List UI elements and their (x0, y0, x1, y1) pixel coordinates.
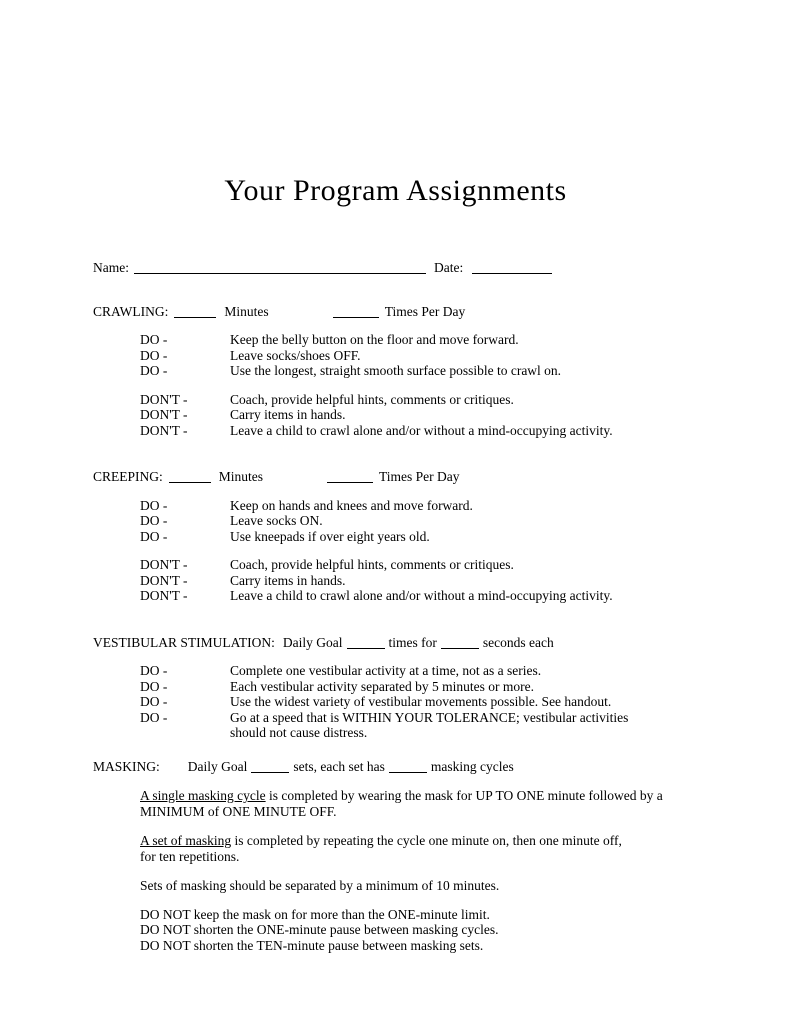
do-label: DO - (140, 347, 168, 363)
do-text-line-2: should not cause distress. (230, 725, 368, 740)
creeping-times-label: Times Per Day (379, 469, 460, 484)
masking-sets-note: Sets of masking should be separated by a minimum of 10 minutes. (140, 878, 500, 893)
masking-cycle-underlined-term: A single masking cycle (140, 788, 266, 803)
date-label: Date: (434, 260, 464, 275)
do-text: Keep on hands and knees and move forward. (230, 497, 473, 513)
do-text: Use kneepads if over eight years old. (230, 528, 430, 544)
name-label: Name: (93, 260, 129, 275)
vestibular-header (93, 635, 736, 651)
section-vestibular-stimulation (93, 635, 736, 741)
dont-label: DON'T - (140, 422, 188, 438)
do-text: Leave socks ON. (230, 513, 323, 528)
do-label: DO - (140, 694, 168, 709)
dont-item (93, 392, 736, 408)
crawling-do-block (93, 332, 736, 379)
dont-item (93, 407, 736, 423)
masking-cycle-rest: is completed by wearing the mask for UP TO ONE minute followed by a (265, 788, 663, 803)
dont-text: Leave a child to crawl alone and/or without a mind-occupying activity. (230, 422, 613, 438)
do-label: DO - (140, 332, 168, 347)
masking-set-rest: is completed by repeating the cycle one minute on, then one minute off, (231, 833, 622, 848)
dont-item (93, 423, 736, 439)
dont-item (93, 557, 736, 573)
dont-text: Carry items in hands. (230, 407, 346, 422)
masking-cycles-blank-line (389, 761, 427, 773)
name-blank-line (134, 262, 426, 274)
crawling-minutes-label: Minutes (224, 303, 269, 319)
section-crawling (93, 304, 736, 439)
creeping-heading: CREEPING: (93, 469, 163, 484)
do-item (93, 363, 736, 379)
crawling-header (93, 304, 736, 320)
date-blank-line (472, 262, 552, 274)
masking-set-paragraph (140, 833, 701, 864)
dont-label: DON'T - (140, 572, 188, 588)
do-item (93, 679, 736, 695)
masking-goal-mid: sets, each set has (293, 758, 385, 774)
name-date-row (93, 260, 736, 276)
masking-goal-suffix: masking cycles (430, 758, 514, 774)
masking-set-line-2: for ten repetitions. (140, 848, 240, 864)
do-item (93, 694, 736, 710)
creeping-minutes-blank-line (169, 471, 211, 483)
vestibular-do-block (93, 663, 736, 741)
dont-text: Coach, provide helpful hints, comments or critiques. (230, 557, 514, 572)
document-content (93, 260, 736, 953)
masking-donot-block (140, 907, 736, 954)
do-item (93, 332, 736, 348)
masking-sets-blank-line (251, 761, 289, 773)
do-text: Use the widest variety of vestibular movements possible. See handout. (230, 694, 612, 709)
creeping-times-blank-line (327, 471, 373, 483)
donot-line: DO NOT keep the mask on for more than the ONE-minute limit. (140, 906, 490, 922)
masking-set-underlined-term: A set of masking (140, 833, 232, 848)
do-text: Keep the belly button on the floor and move forward. (230, 332, 519, 347)
creeping-dont-block (93, 557, 736, 604)
dont-label: DON'T - (140, 588, 188, 603)
section-masking (93, 759, 736, 954)
do-text: Leave socks/shoes OFF. (230, 347, 361, 363)
section-creeping (93, 469, 736, 604)
vestibular-heading: VESTIBULAR STIMULATION: (93, 634, 275, 650)
do-item (93, 529, 736, 545)
do-text-line-1: Go at a speed that is WITHIN YOUR TOLERANCE; vestibular activities (230, 709, 629, 725)
masking-heading: MASKING: (93, 758, 160, 774)
masking-header (93, 759, 736, 775)
dont-label: DON'T - (140, 407, 188, 422)
donot-line: DO NOT shorten the ONE-minute pause between masking cycles. (140, 922, 499, 937)
do-item (93, 498, 736, 514)
donot-line: DO NOT shorten the TEN-minute pause between masking sets. (140, 937, 484, 953)
do-item (93, 513, 736, 529)
creeping-do-block (93, 498, 736, 545)
do-item (93, 663, 736, 679)
masking-goal-prefix: Daily Goal (187, 758, 248, 774)
crawling-dont-block (93, 392, 736, 439)
do-label: DO - (140, 663, 168, 678)
do-item (93, 710, 736, 741)
page-title: Your Program Assignments (224, 174, 567, 207)
dont-label: DON'T - (140, 557, 188, 572)
vestibular-seconds-blank-line (441, 637, 479, 649)
dont-item (93, 573, 736, 589)
do-text: Complete one vestibular activity at a time, not as a series. (230, 663, 542, 678)
masking-cycle-line-2: MINIMUM of ONE MINUTE OFF. (140, 803, 337, 819)
creeping-minutes-label: Minutes (218, 469, 264, 484)
vestibular-goal-mid: times for (388, 634, 437, 650)
vestibular-goal-suffix: seconds each (482, 634, 554, 650)
creeping-header (93, 469, 736, 485)
do-label: DO - (140, 528, 168, 544)
crawling-heading: CRAWLING: (93, 303, 169, 319)
do-item (93, 348, 736, 364)
crawling-minutes-blank-line (174, 306, 216, 318)
dont-item (93, 588, 736, 604)
masking-cycle-paragraph (140, 788, 701, 819)
dont-text: Leave a child to crawl alone and/or without a mind-occupying activity. (230, 588, 613, 603)
do-label: DO - (140, 709, 168, 725)
crawling-times-label: Times Per Day (384, 303, 466, 319)
masking-cycle-line-1 (140, 788, 701, 804)
dont-text: Coach, provide helpful hints, comments or critiques. (230, 391, 514, 407)
do-label: DO - (140, 513, 168, 528)
crawling-times-blank-line (333, 306, 379, 318)
do-text: Each vestibular activity separated by 5 minutes or more. (230, 678, 535, 694)
do-label: DO - (140, 363, 168, 378)
vestibular-goal-prefix: Daily Goal (282, 634, 343, 650)
do-label: DO - (140, 678, 168, 694)
do-text (230, 710, 736, 741)
masking-set-line-1 (140, 833, 701, 849)
do-text: Use the longest, straight smooth surface possible to crawl on. (230, 363, 562, 378)
do-label: DO - (140, 497, 168, 513)
dont-label: DON'T - (140, 391, 188, 407)
vestibular-times-blank-line (347, 637, 385, 649)
dont-text: Carry items in hands. (230, 572, 346, 588)
